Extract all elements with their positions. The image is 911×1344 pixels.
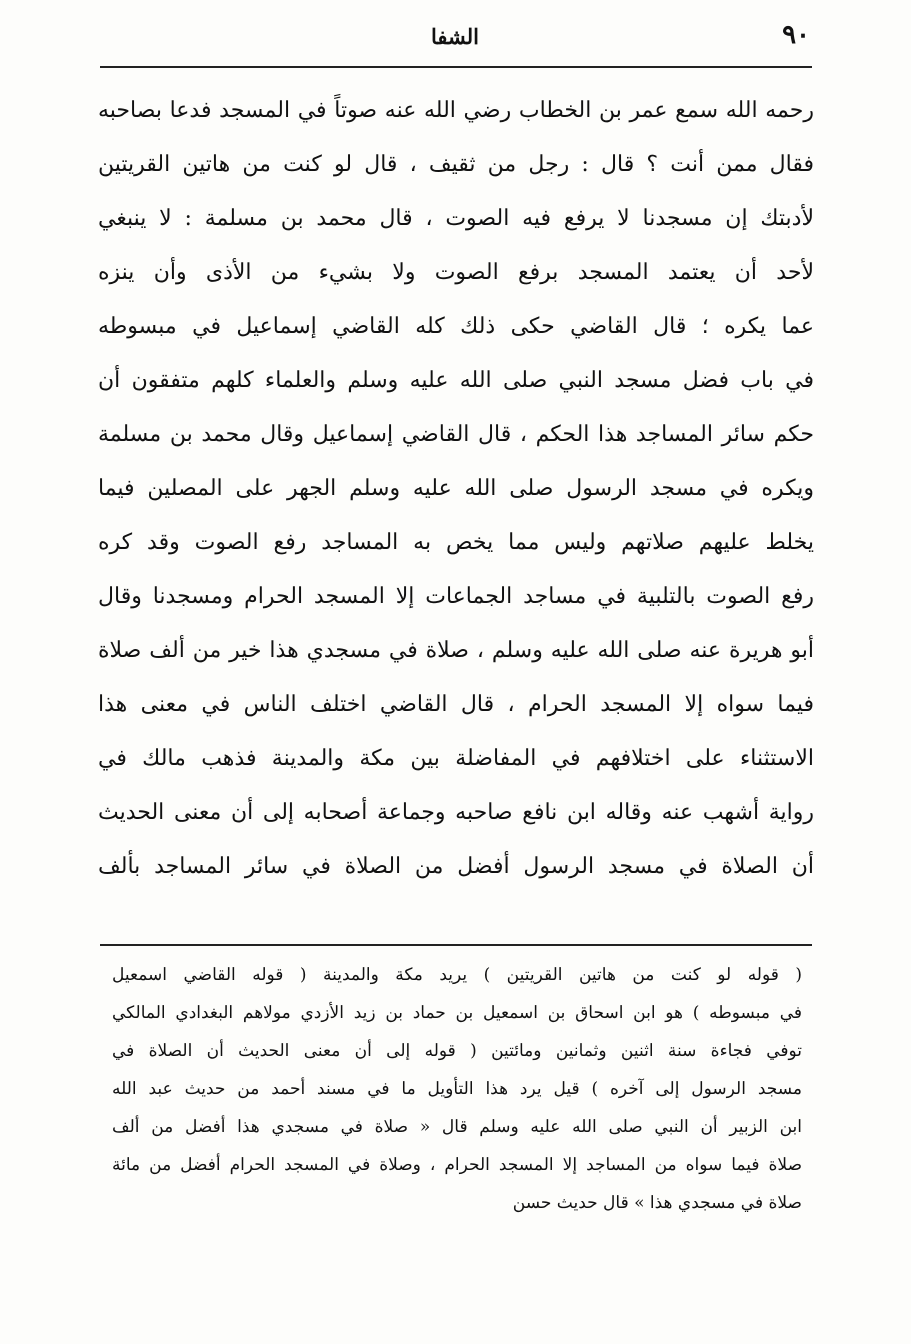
text-line: أن الصلاة في مسجد الرسول أفضل من الصلاة في سائر المساجد بألف (98, 854, 814, 879)
footnote-line: مسجد الرسول إلى آخره ) قيل يرد هذا التأويل ما في مسند أحمد من حديث عبد الله (112, 1079, 802, 1099)
text-line: أبو هريرة عنه صلى الله عليه وسلم ، صلاة في مسجدي هذا خير من ألف صلاة (98, 638, 814, 663)
footnotes (112, 956, 802, 1222)
text-line: لأحد أن يعتمد المسجد برفع الصوت ولا بشيء من الأذى وأن ينزه (98, 260, 814, 285)
text-line: يخلط عليهم صلاتهم وليس مما يخص به المساجد رفع الصوت وقد كره (98, 530, 814, 555)
text-line: ويكره في مسجد الرسول صلى الله عليه وسلم الجهر على المصلين فيما (98, 476, 814, 501)
text-line: رحمه الله سمع عمر بن الخطاب رضي الله عنه صوتاً في المسجد فدعا بصاحبه (98, 98, 814, 123)
footnote-line: ( قوله لو كنت من هاتين القريتين ) يريد مكة والمدينة ( قوله القاضي اسمعيل (112, 965, 802, 985)
footnote-rule (100, 944, 812, 946)
text-line: الاستثناء على اختلافهم في المفاضلة بين مكة والمدينة فذهب مالك في (98, 746, 814, 771)
footnote-line: توفي فجاءة سنة اثنين وثمانين ومائتين ( قوله إلى أن معنى الحديث أن الصلاة في (112, 1041, 802, 1061)
footnote-line: في مبسوطه ) هو ابن اسحاق بن اسمعيل بن حماد بن زيد الأزدي مولاهم البغدادي المالكي (112, 1003, 802, 1023)
text-line: رواية أشهب عنه وقاله ابن نافع صاحبه وجماعة أصحابه إلى أن معنى الحديث (98, 800, 814, 825)
footnote-line: ابن الزبير أن النبي صلى الله عليه وسلم قال « صلاة في مسجدي هذا أفضل من ألف (112, 1117, 802, 1137)
text-line: رفع الصوت بالتلبية في مساجد الجماعات إلا المسجد الحرام ومسجدنا وقال (98, 584, 814, 609)
header-rule (100, 66, 812, 68)
footnote-line: صلاة في مسجدي هذا » قال حديث حسن (512, 1193, 802, 1213)
text-line: فيما سواه إلا المسجد الحرام ، قال القاضي اختلف الناس في معنى هذا (98, 692, 814, 717)
running-title: الشفا (431, 24, 479, 49)
text-line: حكم سائر المساجد هذا الحكم ، قال القاضي إسماعيل وقال محمد بن مسلمة (98, 422, 814, 447)
page-header (100, 20, 810, 64)
page-number: ٩٠ (782, 20, 810, 50)
text-line: في باب فضل مسجد النبي صلى الله عليه وسلم والعلماء كلهم متفقون أن (98, 368, 814, 393)
text-line: عما يكره ؛ قال القاضي حكى ذلك كله القاضي إسماعيل في مبسوطه (98, 314, 814, 339)
main-text (98, 84, 814, 894)
footnote-line: صلاة فيما سواه من المساجد إلا المسجد الحرام ، وصلاة في المسجد الحرام أفضل من مائة (112, 1155, 802, 1175)
text-line: فقال ممن أنت ؟ قال : رجل من ثقيف ، قال لو كنت من هاتين القريتين (98, 152, 814, 177)
text-line: لأدبتك إن مسجدنا لا يرفع فيه الصوت ، قال محمد بن مسلمة : لا ينبغي (98, 206, 814, 231)
